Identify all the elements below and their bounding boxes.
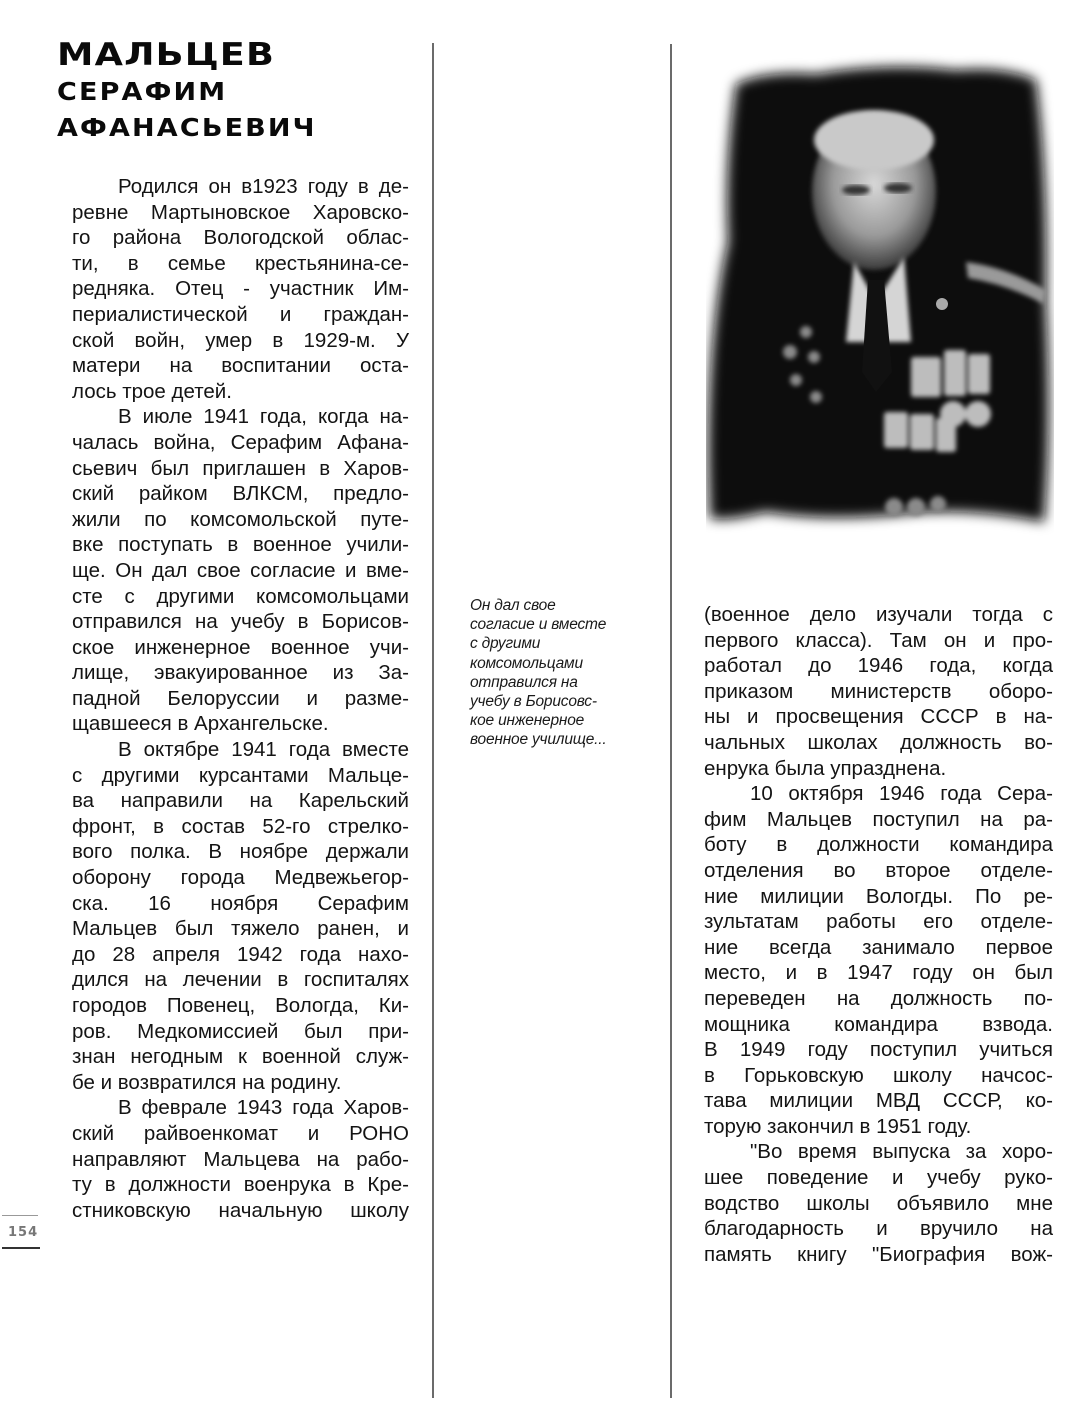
text-line: 10 октября 1946 года Сера-: [750, 782, 1053, 806]
text-line: водство школы объявило мне: [704, 1191, 1053, 1215]
text-line: стниковскую начальную школу: [72, 1198, 409, 1222]
text-line: оборону города Медвежьегор-: [72, 866, 409, 890]
column-divider-left: [432, 43, 434, 1398]
text-line: ский райком ВЛКСМ, предло-: [72, 482, 409, 506]
text-line: до 28 апреля 1942 года нахо-: [72, 942, 409, 966]
title-given-name: СЕРАФИМ: [57, 77, 228, 106]
page-number: 154: [8, 1225, 39, 1240]
text-line: боту в должности командира: [704, 833, 1053, 857]
pull-quote-line: кое инженерное: [470, 712, 585, 730]
text-line: ский райвоенкомат и РОНО: [72, 1121, 409, 1145]
right-text-column: [704, 602, 1053, 1267]
text-line: дился на лечении в госпиталях: [72, 968, 409, 992]
text-line: ще. Он дал свое согласие и вме-: [72, 558, 409, 582]
text-line: редняка. Отец - участник Им-: [72, 277, 409, 301]
text-line: благодарность и вручило на: [704, 1217, 1053, 1241]
text-line: ту в должности военрука в Кре-: [72, 1173, 409, 1197]
text-line: ское инженерное военное учи-: [72, 635, 409, 659]
text-line: отделения во второе отделе-: [704, 858, 1053, 882]
text-line: жили по комсомольской путе-: [72, 507, 409, 531]
pull-quote-line: Он дал свое: [470, 597, 556, 614]
text-line: бе и возвратился на родину.: [72, 1070, 342, 1094]
text-line: сте с другими комсомольцами: [72, 584, 409, 608]
page-number-rule-top: [2, 1215, 38, 1216]
text-line: ние всегда занимало первое: [704, 935, 1053, 959]
text-line: го района Вологодской облас-: [72, 226, 409, 250]
pull-quote-line: учебу в Борисовс-: [470, 693, 597, 711]
text-line: ны и просвещения СССР в на-: [704, 705, 1053, 729]
text-line: направляют Мальцева на рабо-: [72, 1147, 409, 1171]
pull-quote-line: отправился на: [470, 673, 578, 691]
article-title: [57, 37, 317, 148]
text-line: шее поведение и учебу руко-: [704, 1166, 1053, 1190]
text-line: приказом министерств оборо-: [704, 679, 1053, 703]
text-line: ние милиции Вологды. По ре-: [704, 884, 1053, 908]
text-line: (военное дело изучали тогда с: [704, 603, 1053, 626]
text-line: память книгу "Биография вож-: [704, 1242, 1053, 1266]
text-line: В октябре 1941 года вместе: [118, 738, 409, 762]
text-line: работал до 1946 года, когда: [704, 654, 1053, 678]
page-number-rule-bottom: [2, 1247, 40, 1249]
text-line: место, и в 1947 году он был: [704, 961, 1053, 985]
pull-quote-line: с другими: [470, 635, 541, 653]
text-line: первого класса). Там он и про-: [704, 628, 1053, 652]
column-divider-right: [670, 44, 672, 1398]
portrait-image: [706, 52, 1054, 537]
title-patronymic: АФАНАСЬЕВИЧ: [57, 113, 317, 142]
text-line: городов Повенец, Вологда, Ки-: [72, 994, 409, 1017]
text-line: мощника командира взвода.: [704, 1012, 1053, 1036]
text-line: лище, эвакуированное из За-: [72, 661, 409, 685]
text-line: отправился на учебу в Борисов-: [72, 610, 409, 634]
text-line: В июле 1941 года, когда на-: [118, 405, 409, 429]
text-line: вого полка. В ноябре держали: [72, 840, 409, 864]
text-line: ти, в семье крестьянина-се-: [72, 251, 409, 275]
text-line: ревне Мартыновское Харовско-: [72, 200, 409, 224]
text-line: матери на воспитании оста-: [72, 354, 409, 378]
text-line: чальных школах должность во-: [704, 730, 1053, 754]
text-line: енрука была упразднена.: [704, 756, 947, 780]
text-line: лось трое детей.: [72, 379, 232, 403]
text-line: ров. Медкомиссией был при-: [72, 1019, 409, 1043]
text-line: знан негодным к военной служ-: [72, 1045, 409, 1069]
text-line: вке поступать в военное учили-: [72, 533, 409, 557]
pull-quote-line: согласие и вместе: [470, 616, 607, 634]
text-line: Родился он в1923 году в де-: [118, 175, 409, 198]
text-line: фим Мальцев поступил на ра-: [704, 807, 1053, 831]
left-text-column: [72, 174, 409, 1223]
text-line: фронт, в состав 52-го стрелко-: [72, 814, 409, 838]
text-line: ска. 16 ноября Серафим: [72, 891, 409, 915]
text-line: торую закончил в 1951 году.: [704, 1114, 972, 1138]
text-line: переведен на должность по-: [704, 986, 1053, 1010]
pull-quote-line: комсомольцами: [470, 654, 583, 672]
text-line: В феврале 1943 года Харов-: [118, 1096, 409, 1120]
portrait-photo: [706, 52, 1054, 537]
text-line: тава милиции МВД СССР, ко-: [704, 1089, 1053, 1113]
text-line: щавшееся в Архангельске.: [72, 712, 329, 736]
text-line: периалистической и граждан-: [72, 302, 409, 326]
text-line: ской войн, умер в 1929-м. У: [72, 328, 409, 352]
text-line: чалась война, Серафим Афана-: [72, 430, 409, 454]
title-surname: МАЛЬЦЕВ: [57, 37, 276, 73]
text-line: с другими курсантами Мальце-: [72, 763, 409, 787]
text-line: Мальцев был тяжело ранен, и: [72, 917, 409, 941]
text-line: падной Белоруссии и разме-: [72, 686, 409, 710]
text-line: в Горьковскую школу начсос-: [704, 1063, 1053, 1087]
text-line: зультатам работы его отделе-: [704, 910, 1053, 934]
text-line: "Во время выпуска за хоро-: [750, 1140, 1053, 1164]
pull-quote-line: военное училище...: [470, 731, 607, 749]
text-line: В 1949 году поступил учиться: [704, 1038, 1053, 1062]
text-line: ва направили на Карельский: [72, 789, 409, 813]
pull-quote: [470, 596, 650, 750]
text-line: сьевич был приглашен в Харов-: [72, 456, 409, 480]
